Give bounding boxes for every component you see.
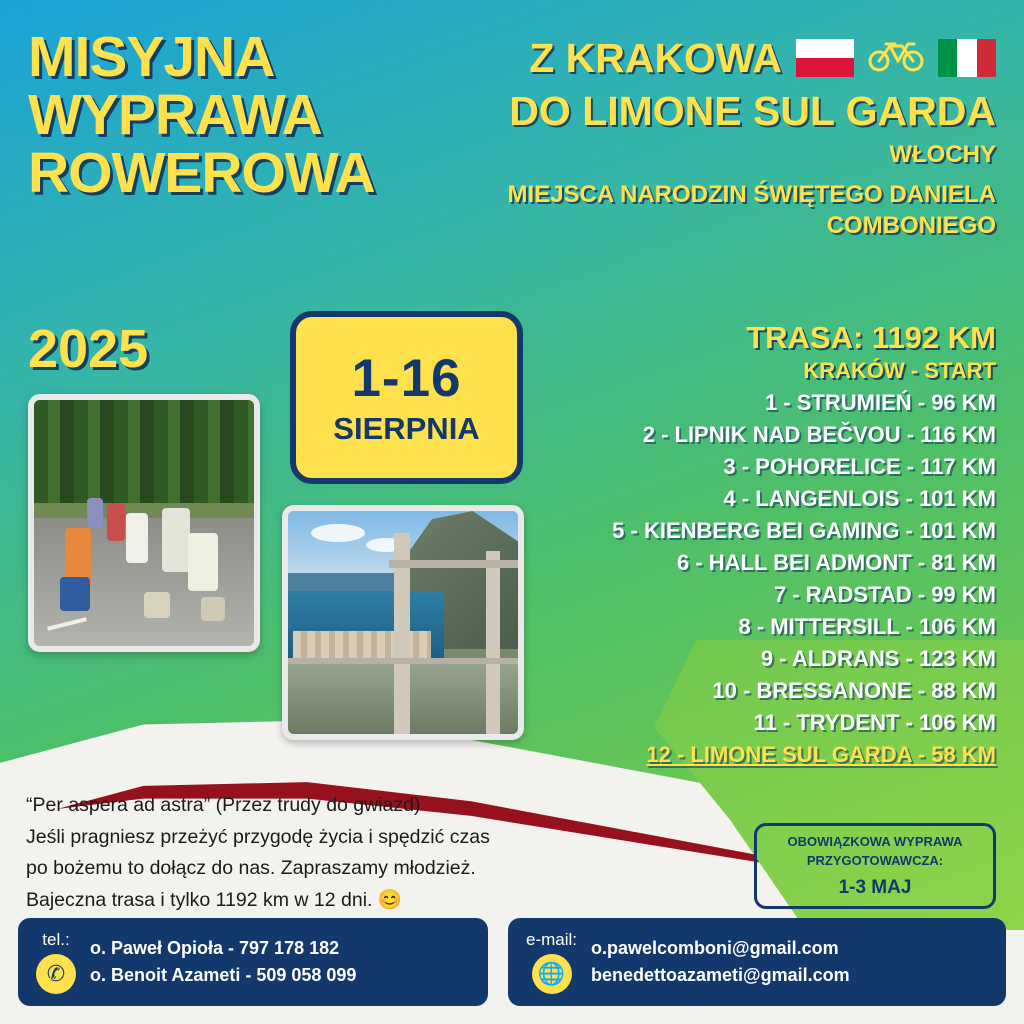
country-label: WŁOCHY xyxy=(889,141,996,168)
headline-line1: Z KRAKOWA xyxy=(529,34,782,81)
quote-line-1: “Per aspera ad astra” (Przez trudy do gwiazd) xyxy=(26,794,421,816)
prep-date: 1-3 MAJ xyxy=(838,876,912,898)
italy-flag-icon xyxy=(938,39,996,77)
list-item: 10 - BRESSANONE - 88 KM xyxy=(712,678,996,703)
list-item: 3 - POHORELICE - 117 KM xyxy=(723,454,996,479)
globe-icon: 🌐 xyxy=(532,954,572,994)
list-item: 1 - STRUMIEŃ - 96 KM xyxy=(764,390,996,415)
page-title: MISYJNA WYPRAWA ROWEROWA xyxy=(28,25,375,206)
phone-contact-1[interactable]: o. Paweł Opioła - 797 178 182 xyxy=(90,938,340,958)
list-item: 8 - MITTERSILL - 106 KM xyxy=(738,614,996,639)
prep-line-2: PRZYGOTOWAWCZA: xyxy=(806,853,944,868)
poland-flag-icon xyxy=(796,39,854,77)
quote-block xyxy=(26,790,626,916)
headline-block xyxy=(376,34,996,241)
phone-icon: ✆ xyxy=(36,954,76,994)
quote-line-2: Jeśli pragniesz przeżyć przygodę życia i spędzić czas xyxy=(26,825,490,848)
email-label: e-mail: xyxy=(526,930,578,949)
email-contact-1[interactable]: o.pawelcomboni@gmail.com xyxy=(591,938,839,958)
quote-line-3: po bożemu to dołącz do nas. Zapraszamy młodzież. xyxy=(26,857,476,880)
subtitle-label: MIEJSCA NARODZIN ŚWIĘTEGO DANIELA COMBONIEGO xyxy=(507,181,996,240)
lake-photo xyxy=(282,505,524,740)
contact-phone-bar xyxy=(18,918,488,1006)
headline-line1-row xyxy=(376,34,996,82)
list-item: 6 - HALL BEI ADMONT - 81 KM xyxy=(676,550,996,575)
route-start: KRAKÓW - START xyxy=(803,358,996,383)
list-item: 2 - LIPNIK NAD BEČVOU - 116 KM xyxy=(642,422,996,447)
cyclists-photo xyxy=(28,394,260,652)
bicycle-icon xyxy=(868,34,924,82)
date-month: SIERPNIA xyxy=(333,411,480,446)
list-item: 5 - KIENBERG BEI GAMING - 101 KM xyxy=(612,518,996,543)
headline-line2: DO LIMONE SUL GARDA xyxy=(509,88,996,134)
quote-line-4: Bajeczna trasa i tylko 1192 km w 12 dni. 😊 xyxy=(26,888,403,911)
list-item: 9 - ALDRANS - 123 KM xyxy=(760,646,996,671)
year-label: 2025 xyxy=(28,319,149,379)
contact-email-bar xyxy=(508,918,1006,1006)
list-item: 11 - TRYDENT - 106 KM xyxy=(753,710,996,735)
phone-contact-2[interactable]: o. Benoit Azameti - 509 058 099 xyxy=(90,965,357,985)
prep-line-1: OBOWIĄZKOWA WYPRAWA xyxy=(787,834,963,850)
list-item: 7 - RADSTAD - 99 KM xyxy=(773,582,996,607)
route-title: TRASA: 1192 KM xyxy=(746,320,996,355)
phone-label: tel.: xyxy=(42,930,70,949)
date-range: 1-16 xyxy=(351,349,462,408)
preparation-box xyxy=(754,823,996,909)
list-item-final: 12 - LIMONE SUL GARDA - 58 KM xyxy=(646,742,996,767)
email-contact-2[interactable]: benedettoazameti@gmail.com xyxy=(591,965,850,985)
list-item: 4 - LANGENLOIS - 101 KM xyxy=(723,486,996,511)
